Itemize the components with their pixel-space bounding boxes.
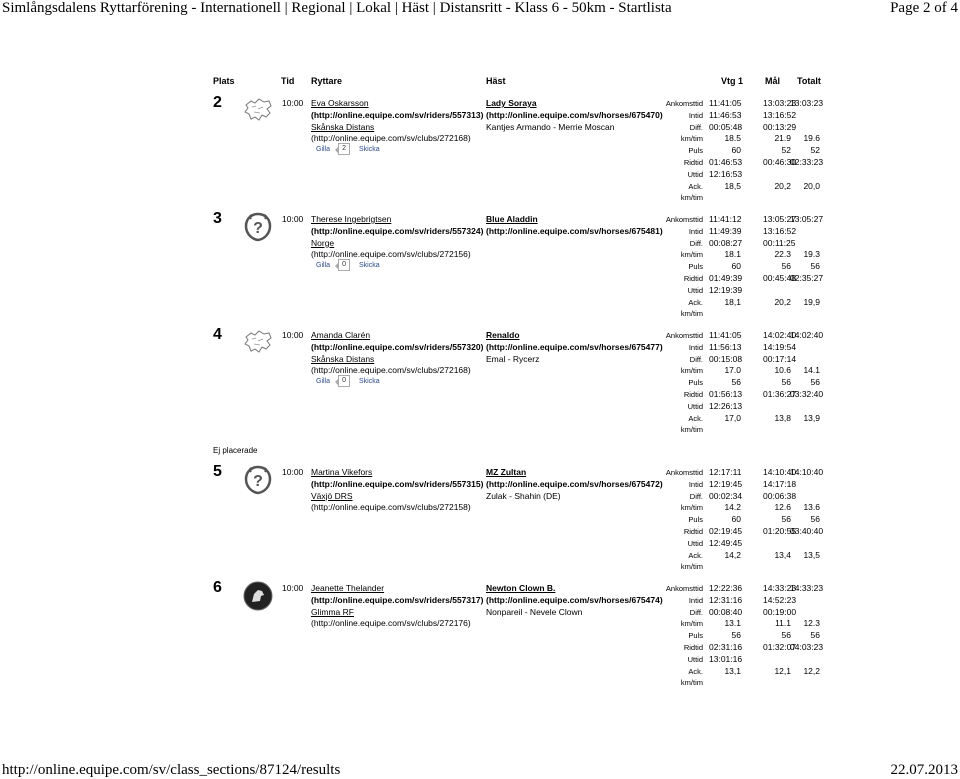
placement: 4	[213, 326, 222, 343]
stat-label: Intid	[688, 226, 703, 236]
vtg1-value: 02:31:16	[709, 641, 743, 652]
rider-info	[311, 330, 483, 377]
mal-value: 01:36:27	[763, 388, 797, 399]
rider-name-link[interactable]: Martina Vikefors	[311, 467, 373, 477]
horse-info	[486, 98, 663, 133]
stat-row-diff	[640, 607, 820, 619]
club-url[interactable]: (http://online.equipe.com/sv/clubs/272168)	[311, 133, 471, 144]
mal-value: 14:19:54	[763, 341, 797, 352]
vtg1-value: 18,5	[724, 180, 741, 191]
totalt-value: 04:03:23	[790, 641, 824, 652]
horse-name-link[interactable]: Newton Clown B.	[486, 583, 556, 593]
club-url[interactable]: (http://online.equipe.com/sv/clubs/272168)	[311, 365, 471, 376]
club-url[interactable]: (http://online.equipe.com/sv/clubs/272156)	[311, 249, 471, 260]
horse-info	[486, 214, 663, 238]
stat-label: Ankomsttid	[665, 584, 703, 593]
stat-label: Intid	[688, 595, 703, 605]
rider-url[interactable]: (http://online.equipe.com/sv/riders/557320)	[311, 341, 484, 352]
vtg1-value: 56	[731, 630, 741, 641]
stat-label: Puls	[688, 146, 703, 156]
stat-label: Puls	[688, 262, 703, 272]
totalt-value: 03:32:40	[790, 388, 824, 399]
col-hast: Häst	[486, 76, 506, 86]
totalt-value: 13.6	[803, 502, 820, 513]
club-name-link[interactable]: Skånska Distans	[311, 121, 375, 132]
stat-row-diff	[640, 354, 820, 366]
mal-value: 11.1	[775, 618, 791, 629]
stat-row-intid	[640, 226, 820, 238]
club-name-link[interactable]: Skånska Distans	[311, 353, 375, 364]
send-button[interactable]: Skicka	[359, 377, 380, 385]
mal-value: 56	[781, 261, 791, 272]
mal-value: 00:11:25	[763, 237, 796, 248]
stat-label: Puls	[688, 515, 703, 525]
stat-row-intid	[640, 110, 820, 122]
stat-label: Ankomsttid	[665, 331, 703, 340]
stat-row-diff	[640, 122, 820, 134]
horse-pedigree: Zulak - Shahin (DE)	[486, 490, 561, 501]
mal-value: 22.3	[774, 249, 791, 260]
totalt-value: 14:02:40	[790, 330, 824, 340]
stat-row-puls	[640, 261, 820, 273]
results-table	[640, 467, 824, 573]
rider-url[interactable]: (http://online.equipe.com/sv/riders/557315)	[311, 478, 484, 489]
mal-value: 14:10:40	[763, 467, 797, 477]
like-button[interactable]: Gilla	[316, 261, 331, 269]
mal-value: 10.6	[774, 365, 791, 376]
rider-name-link[interactable]: Eva Oskarsson	[311, 98, 369, 108]
vtg1-value: 18.5	[724, 133, 741, 144]
stat-label: Ack.	[688, 181, 703, 191]
start-time: 10:00	[282, 214, 304, 224]
club-name-link[interactable]: Glimma RF	[311, 606, 354, 617]
placement: 6	[213, 579, 222, 596]
stat-label: Uttid	[687, 169, 703, 179]
social-bar	[316, 143, 380, 155]
rider-info	[311, 214, 483, 261]
horse-name-link[interactable]: Renaldo	[486, 330, 520, 340]
footer-url: http://online.equipe.com/sv/class_sections/87124/results	[2, 762, 341, 778]
stat-row-uttid	[640, 538, 820, 550]
rider-url[interactable]: (http://online.equipe.com/sv/riders/557317)	[311, 594, 484, 605]
mal-value: 20,2	[774, 180, 791, 191]
vtg1-value: 14,2	[724, 549, 741, 560]
start-time: 10:00	[282, 583, 304, 593]
club-map-icon	[242, 95, 274, 127]
col-totalt: Totalt	[797, 76, 821, 86]
vtg1-value: 01:49:39	[709, 272, 743, 283]
mal-value: 13:16:52	[763, 109, 797, 120]
results-table	[640, 214, 824, 320]
stat-label: Intid	[688, 342, 703, 352]
results-table	[640, 330, 824, 436]
stat-label: Ack.	[688, 297, 703, 307]
stat-row-ridtid	[640, 156, 824, 169]
totalt-value: 56	[810, 377, 820, 388]
horse-name-link[interactable]: MZ Zultan	[486, 467, 527, 477]
mal-value: 14:02:40	[763, 330, 797, 340]
stat-row-kmtim	[640, 249, 820, 261]
mal-value: 14:33:23	[763, 583, 797, 593]
vtg1-value: 13.1	[724, 618, 741, 629]
totalt-value: 19.6	[803, 133, 820, 144]
totalt-value: 14:33:23	[790, 583, 824, 593]
vtg1-value: 12:26:13	[709, 400, 743, 411]
horse-info	[486, 467, 663, 502]
vtg1-value: 00:08:40	[709, 606, 743, 617]
horse-info	[486, 583, 663, 618]
social-bar	[316, 375, 380, 387]
horse-pedigree: Emal - Rycerz	[486, 353, 540, 364]
stat-row-puls	[640, 514, 820, 526]
stat-row-intid	[640, 479, 820, 491]
col-mal: Mål	[765, 76, 781, 86]
mal-value: 00:45:48	[763, 272, 797, 283]
horse-pedigree: Nonpareil - Nevele Clown	[486, 606, 583, 617]
like-button[interactable]: Gilla	[316, 145, 331, 153]
horse-url[interactable]: (http://online.equipe.com/sv/horses/675470)	[486, 109, 663, 120]
unknown-club-icon	[242, 211, 274, 243]
mal-value: 20,2	[774, 296, 791, 307]
stat-label: Intid	[688, 110, 703, 120]
rider-name-link[interactable]: Jeanette Thelander	[311, 583, 385, 593]
mal-value: 00:06:38	[763, 490, 797, 501]
stat-label: km/tim	[680, 425, 703, 435]
vtg1-value: 18,1	[724, 296, 741, 307]
mal-value: 56	[781, 514, 791, 525]
vtg1-value: 14.2	[724, 502, 741, 513]
vtg1-value: 12:17:11	[709, 467, 742, 477]
totalt-value: 14.1	[803, 365, 820, 376]
stat-row-ack	[640, 550, 820, 562]
vtg1-value: 11:56:13	[709, 341, 742, 352]
mal-value: 12.6	[774, 502, 791, 513]
horse-url[interactable]: (http://online.equipe.com/sv/horses/675474)	[486, 594, 663, 605]
rider-name-link[interactable]: Amanda Clarén	[311, 330, 371, 340]
mal-value: 21.9	[774, 133, 791, 144]
stat-row-ack	[640, 413, 820, 425]
vtg1-value: 12:19:45	[709, 478, 743, 489]
mal-value: 13:16:52	[763, 225, 797, 236]
stat-row-puls	[640, 630, 820, 642]
start-time: 10:00	[282, 467, 304, 477]
mal-value: 13,4	[774, 549, 791, 560]
stat-label: Uttid	[687, 285, 703, 295]
stat-label: Ridtid	[683, 389, 703, 399]
vtg1-value: 12:49:45	[709, 537, 743, 548]
mal-value: 14:52:23	[763, 594, 797, 605]
mal-value: 13,8	[774, 412, 791, 423]
rider-name-link[interactable]: Therese Ingebrigtsen	[311, 214, 392, 224]
vtg1-value: 00:02:34	[709, 490, 743, 501]
totalt-value: 13:03:23	[790, 98, 824, 108]
vtg1-value: 11:46:53	[709, 109, 742, 120]
stat-label: Ankomsttid	[665, 99, 703, 108]
stat-label: Diff.	[689, 238, 703, 248]
vtg1-value: 60	[731, 514, 741, 525]
stat-label: Ankomsttid	[665, 215, 703, 224]
mal-value: 14:17:18	[763, 478, 797, 489]
club-url[interactable]: (http://online.equipe.com/sv/clubs/272158)	[311, 502, 471, 513]
stat-row-kmtim	[640, 618, 820, 630]
mal-value: 56	[781, 630, 791, 641]
totalt-value: 19.3	[803, 249, 820, 260]
stat-row-ack_unit	[640, 561, 820, 573]
stat-label: Ridtid	[683, 642, 703, 652]
page-number: Page 2 of 4	[890, 0, 958, 16]
totalt-value: 56	[810, 630, 820, 641]
stat-row-ridtid	[640, 388, 824, 401]
social-bar	[316, 259, 380, 271]
stat-label: Puls	[688, 631, 703, 641]
stat-row-intid	[640, 595, 820, 607]
totalt-value: 19,9	[803, 296, 820, 307]
vtg1-value: 12:31:16	[709, 594, 743, 605]
club-name-link[interactable]: Norge	[311, 237, 335, 248]
rider-url[interactable]: (http://online.equipe.com/sv/riders/557313)	[311, 109, 484, 120]
like-count: 2	[338, 143, 350, 155]
stat-label: Diff.	[689, 607, 703, 617]
totalt-value: 56	[810, 261, 820, 272]
stat-row-ridtid	[640, 272, 824, 285]
like-count: 0	[338, 259, 350, 271]
stat-label: Uttid	[687, 538, 703, 548]
stat-label: Ankomsttid	[665, 468, 703, 477]
stat-row-ridtid	[640, 525, 824, 538]
stat-label: Diff.	[689, 491, 703, 501]
horse-url[interactable]: (http://online.equipe.com/sv/horses/675481)	[486, 225, 663, 236]
totalt-value: 12,2	[803, 665, 820, 676]
stat-label: km/tim	[680, 309, 703, 319]
mal-value: 12,1	[774, 665, 791, 676]
vtg1-value: 00:15:08	[709, 353, 743, 364]
col-vtg1: Vtg 1	[721, 76, 744, 86]
section-not-placed: Ej placerade	[213, 446, 258, 455]
like-count: 0	[338, 375, 350, 387]
stat-row-uttid	[640, 401, 820, 413]
rider-info	[311, 583, 483, 630]
stat-row-ack	[640, 666, 820, 678]
svg-text:?: ?	[253, 473, 263, 490]
horse-info	[486, 330, 663, 365]
stat-label: km/tim	[680, 250, 703, 260]
totalt-value: 13:05:27	[790, 214, 824, 224]
totalt-value: 13,9	[803, 412, 820, 423]
vtg1-value: 11:41:05	[709, 330, 742, 340]
stat-row-uttid	[640, 654, 820, 666]
stat-label: km/tim	[680, 503, 703, 513]
vtg1-value: 11:49:39	[709, 225, 742, 236]
mal-value: 00:17:14	[763, 353, 797, 364]
vtg1-value: 01:56:13	[709, 388, 743, 399]
stat-row-kmtim	[640, 365, 820, 377]
club-url[interactable]: (http://online.equipe.com/sv/clubs/272176)	[311, 618, 471, 629]
stat-row-puls	[640, 145, 820, 157]
mal-value: 13:05:27	[763, 214, 797, 224]
vtg1-value: 02:19:45	[709, 525, 743, 536]
vtg1-value: 11:41:05	[709, 98, 742, 108]
stat-label: km/tim	[680, 134, 703, 144]
results-table	[640, 583, 824, 689]
stat-label: Ack.	[688, 666, 703, 676]
stat-row-ankomsttid	[640, 98, 824, 110]
vtg1-value: 00:08:27	[709, 237, 743, 248]
stat-row-ack	[640, 181, 820, 193]
stat-label: Intid	[688, 479, 703, 489]
mal-value: 01:32:07	[763, 641, 797, 652]
vtg1-value: 00:05:48	[709, 121, 743, 132]
mal-value: 52	[781, 145, 791, 156]
col-ryttare: Ryttare	[311, 76, 343, 86]
totalt-value: 13,5	[803, 549, 820, 560]
stat-row-ridtid	[640, 641, 824, 654]
stat-row-ack_unit	[640, 308, 820, 320]
totalt-value: 12.3	[803, 618, 820, 629]
vtg1-value: 56	[731, 377, 741, 388]
club-map-icon	[242, 327, 274, 359]
totalt-value: 56	[810, 514, 820, 525]
mal-value: 00:19:00	[763, 606, 797, 617]
totalt-value: 52	[810, 145, 820, 156]
stat-label: km/tim	[680, 193, 703, 203]
start-time: 10:00	[282, 98, 304, 108]
stat-row-ankomsttid	[640, 467, 824, 479]
send-button[interactable]: Skicka	[359, 145, 380, 153]
stat-label: Diff.	[689, 354, 703, 364]
rider-info	[311, 467, 483, 514]
stat-label: Ack.	[688, 413, 703, 423]
stat-label: Diff.	[689, 122, 703, 132]
stat-label: Ack.	[688, 550, 703, 560]
vtg1-value: 13:01:16	[709, 653, 743, 664]
like-button[interactable]: Gilla	[316, 377, 331, 385]
stat-row-ack_unit	[640, 192, 820, 204]
mal-value: 01:20:55	[763, 525, 797, 536]
vtg1-value: 60	[731, 145, 741, 156]
mal-value: 56	[781, 377, 791, 388]
stat-label: Ridtid	[683, 273, 703, 283]
placement: 5	[213, 463, 222, 480]
placement: 3	[213, 210, 222, 227]
stat-row-ack_unit	[640, 424, 820, 436]
horse-url[interactable]: (http://online.equipe.com/sv/horses/675472)	[486, 478, 663, 489]
totalt-value: 14:10:40	[790, 467, 824, 477]
totalt-value: 20,0	[803, 180, 820, 191]
vtg1-value: 13,1	[724, 665, 741, 676]
vtg1-value: 11:41:12	[709, 214, 742, 224]
stat-row-kmtim	[640, 502, 820, 514]
col-plats: Plats	[213, 76, 235, 86]
document-title: Simlångsdalens Ryttarförening - Internationell | Regional | Lokal | Häst | Distansritt - Klass 6 - 50km - Startlista	[2, 0, 672, 16]
send-button[interactable]: Skicka	[359, 261, 380, 269]
rider-info	[311, 98, 483, 145]
totalt-value: 02:33:23	[790, 156, 824, 167]
unknown-club-icon	[242, 464, 274, 496]
vtg1-value: 17,0	[724, 412, 741, 423]
stat-row-ack	[640, 297, 820, 309]
stat-row-ankomsttid	[640, 583, 824, 595]
stat-row-intid	[640, 342, 820, 354]
start-time: 10:00	[282, 330, 304, 340]
totalt-value: 03:40:40	[790, 525, 824, 536]
horse-club-badge-icon	[242, 580, 274, 612]
stat-row-ack_unit	[640, 677, 820, 689]
stat-row-uttid	[640, 285, 820, 297]
stat-label: Ridtid	[683, 157, 703, 167]
results-table	[640, 98, 824, 204]
mal-value: 00:13:29	[763, 121, 797, 132]
stat-label: Uttid	[687, 654, 703, 664]
mal-value: 00:46:30	[763, 156, 797, 167]
footer-date: 22.07.2013	[890, 762, 958, 778]
svg-text:?: ?	[253, 220, 263, 237]
stat-label: km/tim	[680, 678, 703, 688]
vtg1-value: 60	[731, 261, 741, 272]
stat-row-ankomsttid	[640, 330, 824, 342]
stat-row-diff	[640, 491, 820, 503]
horse-url[interactable]: (http://online.equipe.com/sv/horses/675477)	[486, 341, 663, 352]
placement: 2	[213, 94, 222, 111]
stat-label: Ridtid	[683, 526, 703, 536]
stat-label: km/tim	[680, 562, 703, 572]
vtg1-value: 18.1	[724, 249, 741, 260]
stat-label: km/tim	[680, 619, 703, 629]
stat-label: km/tim	[680, 366, 703, 376]
column-header-row	[0, 76, 960, 90]
mal-value: 13:03:23	[763, 98, 797, 108]
vtg1-value: 12:16:53	[709, 168, 743, 179]
stat-row-puls	[640, 377, 820, 389]
horse-pedigree: Kantjes Armando - Merrie Moscan	[486, 121, 615, 132]
col-tid: Tid	[281, 76, 295, 86]
stat-row-uttid	[640, 169, 820, 181]
totalt-value: 02:35:27	[790, 272, 824, 283]
stat-label: Uttid	[687, 401, 703, 411]
stat-row-ankomsttid	[640, 214, 824, 226]
vtg1-value: 12:22:36	[709, 583, 743, 593]
rider-url[interactable]: (http://online.equipe.com/sv/riders/557324)	[311, 225, 484, 236]
horse-name-link[interactable]: Lady Soraya	[486, 98, 537, 108]
vtg1-value: 01:46:53	[709, 156, 743, 167]
horse-name-link[interactable]: Blue Aladdin	[486, 214, 538, 224]
stat-row-kmtim	[640, 133, 820, 145]
club-name-link[interactable]: Växjö DRS	[311, 490, 353, 501]
stat-row-diff	[640, 238, 820, 250]
stat-label: Puls	[688, 378, 703, 388]
vtg1-value: 12:19:39	[709, 284, 743, 295]
vtg1-value: 17.0	[724, 365, 741, 376]
